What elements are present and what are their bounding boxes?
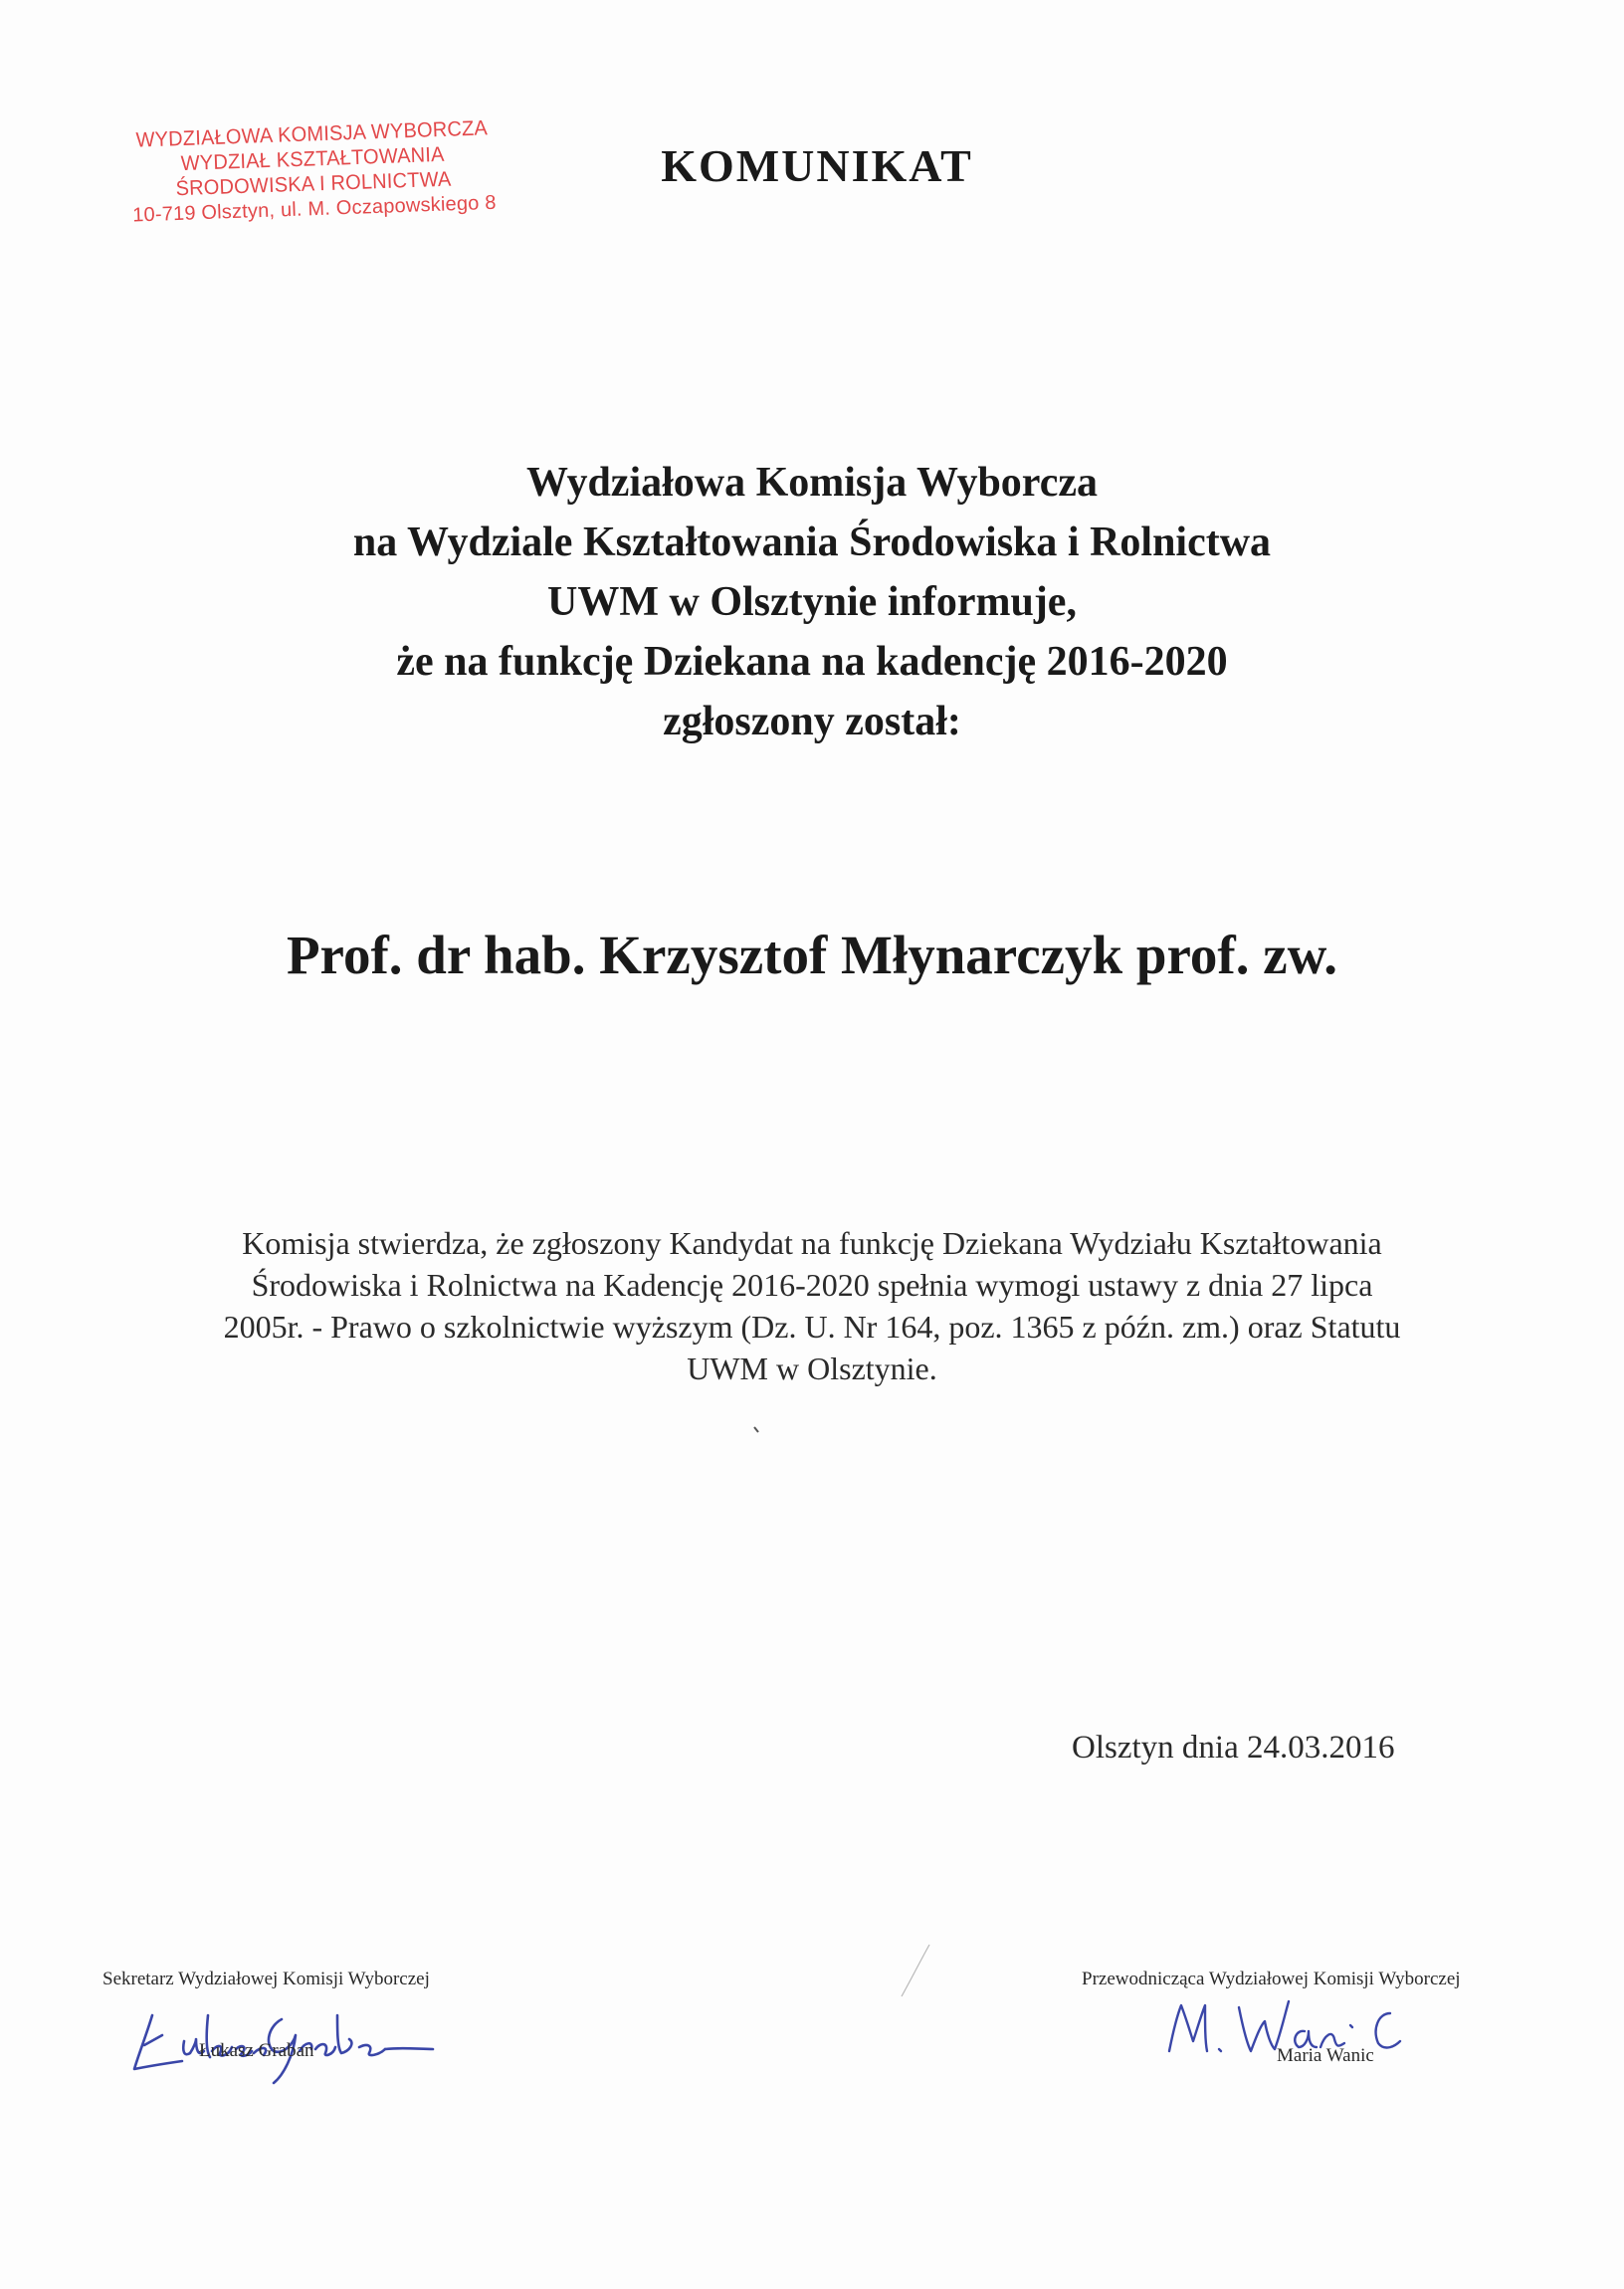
secretary-role: Sekretarz Wydziałowej Komisji Wyborczej [102,1969,430,1989]
heading-line-1: Wydziałowa Komisja Wyborcza [526,460,1098,506]
chairwoman-name: Maria Wanic [1277,2045,1374,2066]
place-and-date: Olsztyn dnia 24.03.2016 [1072,1730,1395,1766]
heading-line-4: że na funkcję Dziekana na kadencję 2016-2020 [396,639,1228,685]
statement-line-4: UWM w Olsztynie. [687,1351,937,1386]
heading-line-2: na Wydziale Kształtowania Środowiska i Rolnictwa [352,520,1272,565]
secretary-name: Łukasz Graban [199,2040,314,2061]
heading-line-5: zgłoszony został: [663,699,961,744]
statement-line-3: 2005r. - Prawo o szkolnictwie wyższym (Dz. U. Nr 164, poz. 1365 z późn. zm.) oraz Statutu [223,1309,1401,1345]
stamp-line-3: ŚRODOWISKA I ROLNICTWA [175,167,452,201]
scan-mark [896,1941,935,2000]
stamp-line-4: 10-719 Olsztyn, ul. M. Oczapowskiego 8 [131,191,497,227]
announcement-heading [0,453,1624,751]
statement-paragraph [0,1222,1624,1389]
heading-line-3: UWM w Olsztynie informuje, [547,579,1077,625]
statement-line-2: Środowiska i Rolnictwa na Kadencję 2016-2020 spełnia wymogi ustawy z dnia 27 lipca [251,1267,1373,1303]
stamp-line-1: WYDZIAŁOWA KOMISJA WYBORCZA [135,116,489,152]
chairwoman-role: Przewodnicząca Wydziałowej Komisji Wyborczej [1082,1969,1461,1989]
candidate-name: Prof. dr hab. Krzysztof Młynarczyk prof. zw. [286,925,1338,985]
stamp-line-2: WYDZIAŁ KSZTAŁTOWANIA [180,142,445,176]
scan-dot [752,1425,762,1435]
page-title: KOMUNIKAT [661,140,973,191]
statement-line-1: Komisja stwierdza, że zgłoszony Kandydat na funkcję Dziekana Wydziału Kształtowania [242,1225,1382,1261]
